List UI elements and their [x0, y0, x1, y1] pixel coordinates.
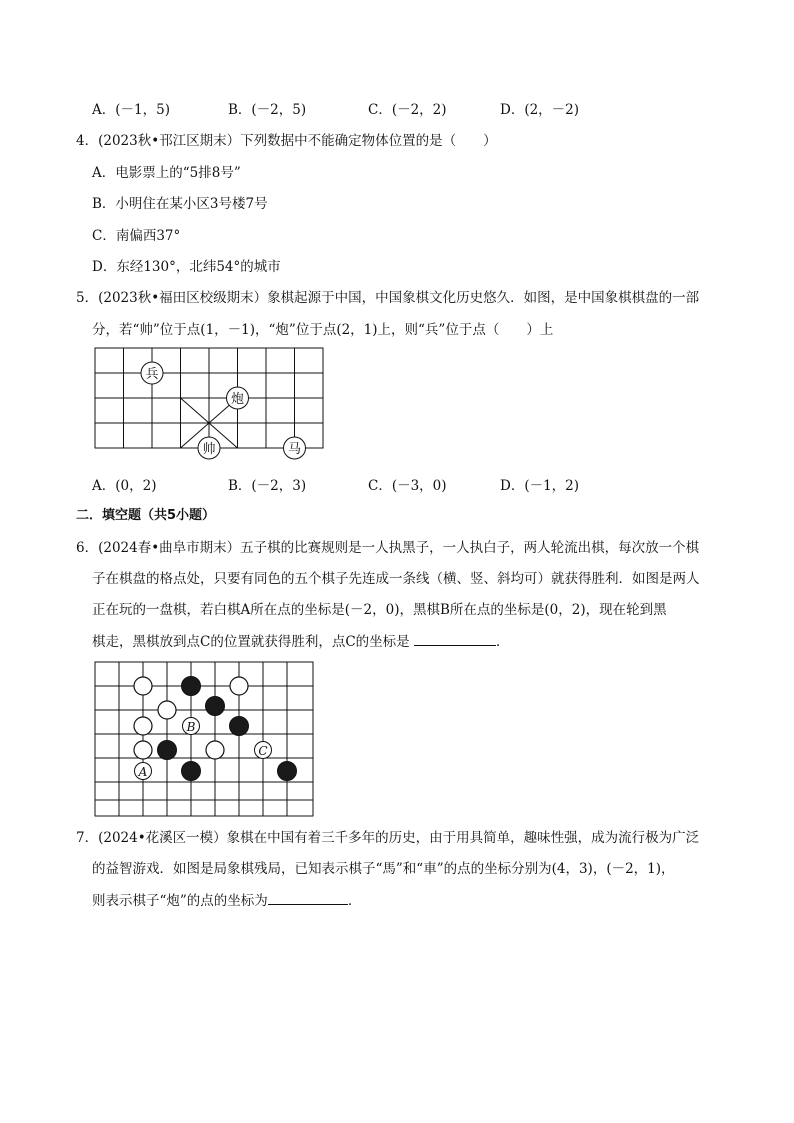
black-stone — [158, 741, 177, 760]
point-c — [255, 742, 272, 759]
q4-option-c[interactable]: C．南偏西37° — [92, 228, 181, 244]
section-fill-in-title: 二．填空题（共5小题） — [76, 508, 216, 523]
q3-option-a[interactable]: A．(－1，5) — [92, 102, 170, 118]
white-stone — [134, 741, 152, 759]
black-stone — [230, 717, 249, 736]
point-c-label: C — [258, 744, 268, 758]
white-stone — [230, 677, 248, 695]
piece-pao-label: 炮 — [230, 392, 245, 407]
q6-answer-blank[interactable] — [414, 631, 496, 646]
q7-answer-blank[interactable] — [268, 890, 348, 905]
white-stone — [206, 741, 224, 759]
q4-option-d[interactable]: D．东经130°，北纬54°的城市 — [92, 259, 281, 275]
q6-stem-line3: 正在玩的一盘棋，若白棋A所在点的坐标是(－2，0)，黑棋B所在点的坐标是(0，2)，现在轮到黑 — [92, 602, 667, 618]
q5-stem-line1: 5．(2023秋•福田区校级期末）象棋起源于中国，中国象棋文化历史悠久．如图，是中国象棋棋盘的一部 — [76, 290, 700, 306]
piece-pao — [227, 387, 249, 409]
q6-stem-line1: 6．(2024春•曲阜市期末）五子棋的比赛规则是一人执黑子，一人执白子，两人轮流出棋，每次放一个棋 — [76, 540, 700, 556]
q7-stem-line2: 的益智游戏．如图是局象棋残局，已知表示棋子“馬”和“車”的点的坐标分别为(4，3)，(－2，1)， — [92, 861, 675, 877]
q7-stem-line3-text: 则表示棋子“炮”的点的坐标为 — [92, 893, 268, 909]
q3-option-d[interactable]: D．(2，－2) — [500, 102, 580, 118]
q4-stem: 4．(2023秋•邗江区期末）下列数据中不能确定物体位置的是（ ） — [76, 133, 497, 149]
black-stone — [182, 762, 201, 781]
piece-ma — [284, 437, 306, 459]
point-b-label: B — [186, 720, 196, 734]
q7-period: ． — [347, 893, 362, 909]
point-b — [183, 718, 200, 735]
piece-bing-label: 兵 — [145, 367, 159, 382]
q5-board-grid — [95, 348, 323, 448]
white-stone — [134, 677, 152, 695]
q6-period: ． — [495, 634, 510, 650]
white-stone — [134, 717, 152, 735]
piece-shuai-label: 帅 — [202, 442, 216, 457]
piece-shuai — [198, 437, 220, 459]
black-stone — [278, 762, 297, 781]
q5-option-b[interactable]: B．(－2，3) — [228, 478, 307, 494]
q6-stem-line2: 子在棋盘的格点处，只要有同色的五个棋子先连成一条线（横、竖、斜均可）就获得胜利．如图是两人 — [92, 571, 700, 587]
q3-option-b[interactable]: B．(－2，5) — [228, 102, 307, 118]
q5-option-c[interactable]: C．(－3，0) — [368, 478, 447, 494]
q5-option-d[interactable]: D．(－1，2) — [500, 478, 580, 494]
q5-option-a[interactable]: A．(0，2) — [92, 478, 157, 494]
q4-option-b[interactable]: B．小明住在某小区3号楼7号 — [92, 196, 268, 212]
q3-option-c[interactable]: C．(－2，2) — [368, 102, 447, 118]
q6-stem-line4-text: 棋走，黑棋放到点C的位置就获得胜利，点C的坐标是 — [92, 634, 410, 650]
q7-stem-line3 — [92, 890, 361, 911]
q7-stem-line1: 7．(2024•花溪区一模）象棋在中国有着三千多年的历史，由于用具简单，趣味性强，成为流行极为广泛 — [76, 830, 700, 846]
black-stone — [182, 677, 201, 696]
point-a-label: A — [138, 765, 148, 779]
q4-option-a[interactable]: A．电影票上的“5排8号” — [92, 165, 241, 181]
q6-stem-line4 — [92, 631, 509, 652]
q5-xiangqi-board-figure — [80, 340, 340, 470]
white-stone — [158, 701, 176, 719]
q6-gomoku-board-figure — [90, 658, 320, 822]
piece-ma-label: 马 — [287, 442, 302, 457]
q5-stem-line2: 分，若“帅”位于点(1，－1)，“炮”位于点(2，1)上，则“兵”位于点（ ）上 — [92, 322, 554, 338]
piece-bing — [141, 362, 163, 384]
point-a — [135, 763, 152, 780]
black-stone — [206, 697, 225, 716]
q6-board-grid — [95, 662, 313, 816]
